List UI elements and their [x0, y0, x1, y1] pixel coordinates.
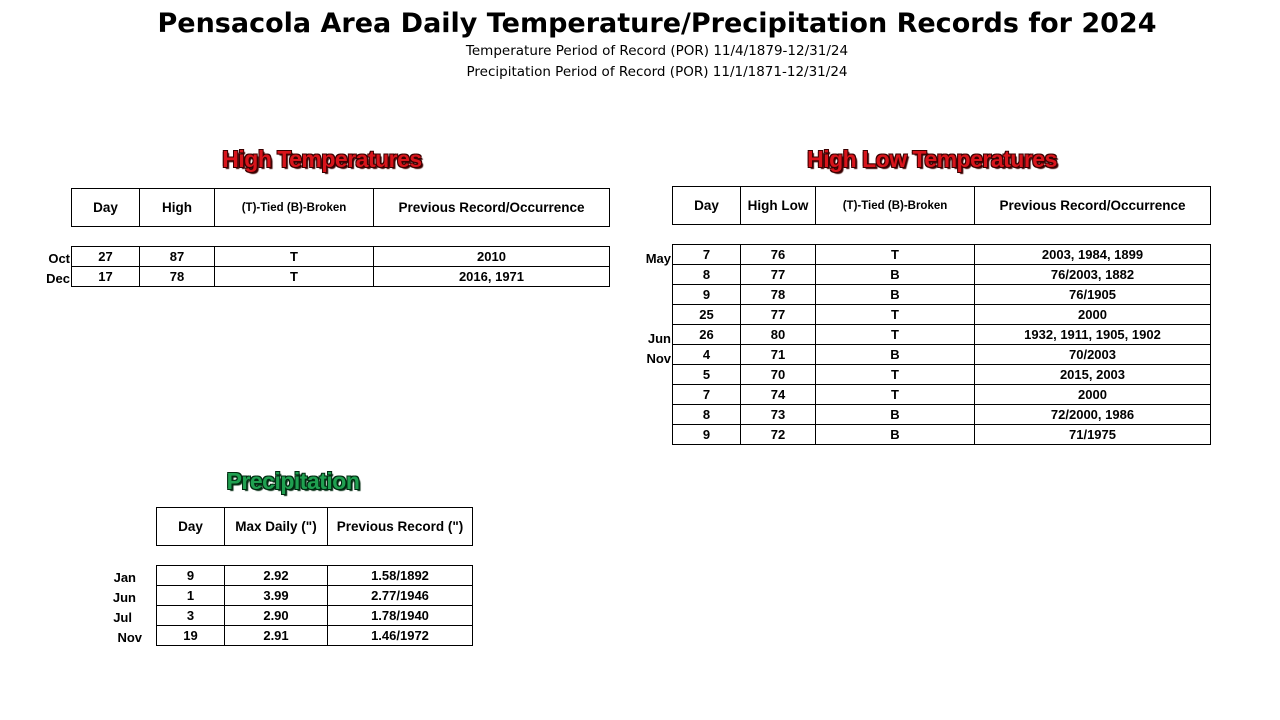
table-header-row: [72, 189, 610, 227]
table-row: [673, 305, 1211, 325]
table-row: [673, 365, 1211, 385]
cell-day: 8: [673, 405, 741, 425]
cell-previous-record: 1.78/1940: [328, 606, 473, 626]
table-row: [157, 606, 473, 626]
table-row: [673, 345, 1211, 365]
cell-tied-broken: T: [215, 267, 374, 287]
high-low-temperatures-header-table: [672, 186, 1211, 225]
column-header-day: Day: [72, 189, 140, 227]
cell-tied-broken: B: [816, 425, 975, 445]
cell-high-low: 70: [741, 365, 816, 385]
cell-tied-broken: T: [816, 305, 975, 325]
column-header-previous-record: Previous Record/Occurrence: [374, 189, 610, 227]
cell-tied-broken: T: [816, 385, 975, 405]
cell-high: 87: [140, 247, 215, 267]
cell-tied-broken: B: [816, 265, 975, 285]
cell-tied-broken: B: [816, 405, 975, 425]
cell-high-low: 73: [741, 405, 816, 425]
cell-tied-broken: B: [816, 345, 975, 365]
cell-day: 7: [673, 245, 741, 265]
month-label-nov: Nov: [646, 351, 671, 366]
table-row: [157, 626, 473, 646]
table-row: [72, 247, 610, 267]
cell-day: 9: [673, 285, 741, 305]
cell-day: 25: [673, 305, 741, 325]
column-header-high: High: [140, 189, 215, 227]
column-header-max-daily: Max Daily ("): [225, 508, 328, 546]
column-header-high-low: High Low: [741, 187, 816, 225]
cell-previous-record: 72/2000, 1986: [975, 405, 1211, 425]
table-header-row: [157, 508, 473, 546]
cell-previous-record: 2016, 1971: [374, 267, 610, 287]
page-title: Pensacola Area Daily Temperature/Precipitation Records for 2024: [157, 8, 1157, 39]
table-row: [673, 405, 1211, 425]
cell-previous-record: 1.58/1892: [328, 566, 473, 586]
high-low-temperatures-data-table: [672, 244, 1211, 445]
cell-high-low: 72: [741, 425, 816, 445]
cell-previous-record: 2.77/1946: [328, 586, 473, 606]
cell-high-low: 71: [741, 345, 816, 365]
table-header-row: [673, 187, 1211, 225]
cell-day: 7: [673, 385, 741, 405]
cell-previous-record: 1932, 1911, 1905, 1902: [975, 325, 1211, 345]
cell-day: 19: [157, 626, 225, 646]
month-label-dec: Dec: [46, 271, 70, 286]
cell-day: 4: [673, 345, 741, 365]
cell-max-daily: 2.91: [225, 626, 328, 646]
cell-tied-broken: B: [816, 285, 975, 305]
cell-day: 26: [673, 325, 741, 345]
month-label-jan: Jan: [113, 570, 136, 585]
cell-previous-record: 1.46/1972: [328, 626, 473, 646]
table-row: [673, 425, 1211, 445]
table-row: [673, 325, 1211, 345]
month-label-jun: Jun: [647, 331, 671, 346]
cell-high-low: 76: [741, 245, 816, 265]
column-header-previous-record: Previous Record ("): [328, 508, 473, 546]
cell-tied-broken: T: [215, 247, 374, 267]
high-temperatures-data-table: [71, 246, 610, 287]
precipitation-data-table: [156, 565, 473, 646]
cell-previous-record: 76/2003, 1882: [975, 265, 1211, 285]
temperature-por-subtitle: Temperature Period of Record (POR) 11/4/1879-12/31/24: [465, 43, 849, 59]
cell-previous-record: 2000: [975, 385, 1211, 405]
cell-previous-record: 2000: [975, 305, 1211, 325]
cell-max-daily: 2.90: [225, 606, 328, 626]
cell-high-low: 80: [741, 325, 816, 345]
column-header-previous-record: Previous Record/Occurrence: [975, 187, 1211, 225]
month-label-may: May: [645, 251, 671, 266]
cell-day: 8: [673, 265, 741, 285]
cell-high: 78: [140, 267, 215, 287]
cell-day: 3: [157, 606, 225, 626]
precipitation-heading: Precipitation: [226, 468, 360, 494]
cell-high-low: 77: [741, 265, 816, 285]
cell-high-low: 74: [741, 385, 816, 405]
high-low-temperatures-heading: High Low Temperatures: [807, 146, 1057, 172]
month-label-nov: Nov: [117, 630, 142, 645]
table-row: [673, 245, 1211, 265]
column-header-day: Day: [673, 187, 741, 225]
table-row: [72, 267, 610, 287]
cell-previous-record: 2015, 2003: [975, 365, 1211, 385]
cell-tied-broken: T: [816, 245, 975, 265]
month-label-jun: Jun: [112, 590, 136, 605]
table-row: [157, 586, 473, 606]
cell-high-low: 77: [741, 305, 816, 325]
cell-tied-broken: T: [816, 365, 975, 385]
cell-max-daily: 3.99: [225, 586, 328, 606]
cell-high-low: 78: [741, 285, 816, 305]
cell-day: 1: [157, 586, 225, 606]
cell-day: 27: [72, 247, 140, 267]
cell-day: 9: [157, 566, 225, 586]
column-header-tied-broken: (T)-Tied (B)-Broken: [816, 187, 975, 225]
table-row: [673, 385, 1211, 405]
cell-day: 5: [673, 365, 741, 385]
precipitation-por-subtitle: Precipitation Period of Record (POR) 11/1/1871-12/31/24: [466, 64, 848, 80]
cell-previous-record: 2003, 1984, 1899: [975, 245, 1211, 265]
table-row: [673, 265, 1211, 285]
cell-day: 17: [72, 267, 140, 287]
high-temperatures-heading: High Temperatures: [222, 146, 422, 172]
table-row: [157, 566, 473, 586]
cell-previous-record: 71/1975: [975, 425, 1211, 445]
cell-tied-broken: T: [816, 325, 975, 345]
month-label-oct: Oct: [48, 251, 70, 266]
month-label-jul: Jul: [113, 610, 132, 625]
cell-previous-record: 2010: [374, 247, 610, 267]
column-header-tied-broken: (T)-Tied (B)-Broken: [215, 189, 374, 227]
cell-day: 9: [673, 425, 741, 445]
column-header-day: Day: [157, 508, 225, 546]
table-row: [673, 285, 1211, 305]
precipitation-header-table: [156, 507, 473, 546]
high-temperatures-header-table: [71, 188, 610, 227]
cell-max-daily: 2.92: [225, 566, 328, 586]
cell-previous-record: 76/1905: [975, 285, 1211, 305]
cell-previous-record: 70/2003: [975, 345, 1211, 365]
